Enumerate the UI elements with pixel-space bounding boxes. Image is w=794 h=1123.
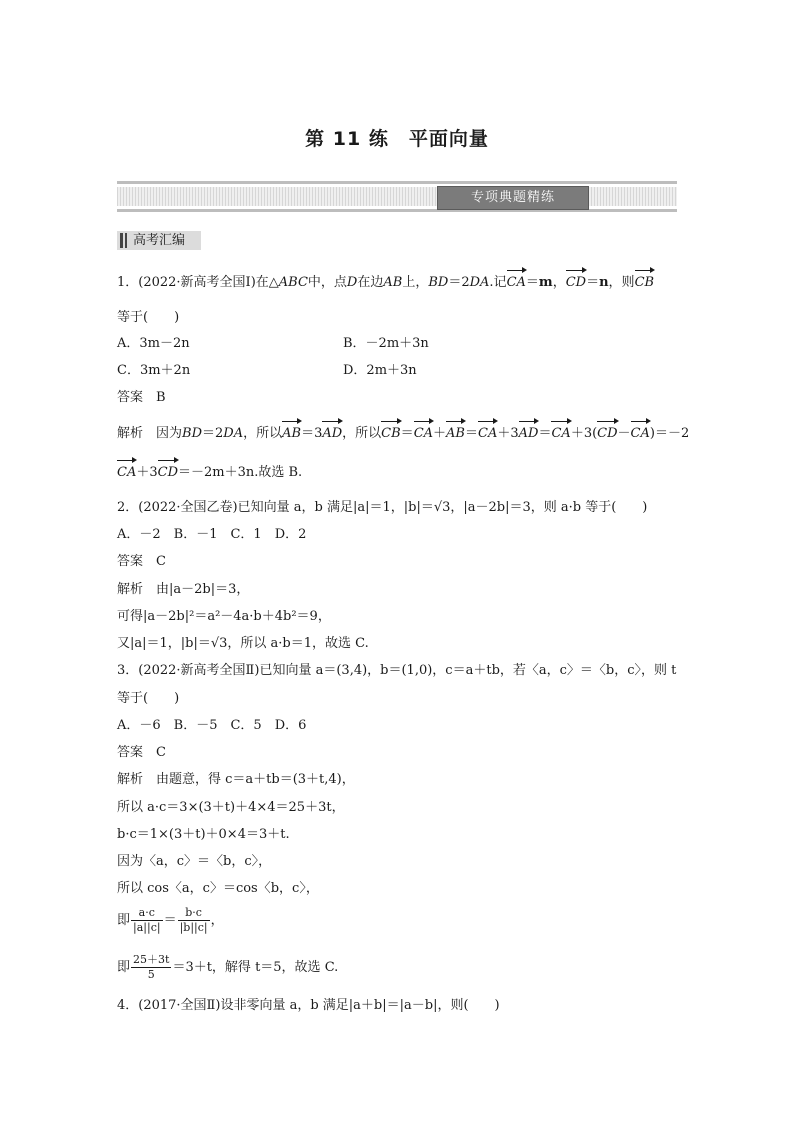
q3-explanation-4: 因为〈a，c〉＝〈b，c〉，	[117, 854, 272, 869]
q1-explanation-2: CA＋3CD＝－2m＋3n.故选 B.	[117, 463, 302, 483]
q3-options: A．－6 B．－5 C．5 D．6	[117, 718, 307, 733]
vector-cb: CB	[635, 273, 655, 293]
q3-answer: 答案 C	[117, 745, 166, 760]
q1-answer: 答案 B	[117, 390, 166, 405]
vector-cd: CD	[566, 273, 586, 293]
fraction: $\frac{b\cdot c}{|b||c|}$	[179, 906, 208, 934]
q1-explanation-1: 解析 因为BD＝2DA，所以AB＝3AD，所以CB＝CA＋AB＝CA＋3AD＝CA＋3(CD－CA)＝－2	[117, 424, 689, 444]
banner-label: 专项典题精练	[437, 186, 589, 210]
fraction: $\frac{a\cdot c}{|a||c|}$	[133, 906, 161, 934]
banner-hatch	[117, 187, 677, 206]
q3-explanation-5: 所以 cos〈a，c〉＝cos〈b，c〉，	[117, 881, 319, 896]
q2-stem: 2．(2022·全国乙卷)已知向量 a，b 满足|a|＝1，|b|＝√3，|a－2b|＝3，则 a·b 等于( )	[117, 500, 648, 515]
q1-option-b: B．－2m＋3n	[343, 336, 429, 351]
q2-answer: 答案 C	[117, 554, 166, 569]
q3-explanation-1: 解析 由题意，得 c＝a＋tb＝(3＋t,4)，	[117, 772, 355, 787]
q2-options: A．－2 B．－1 C．1 D．2	[117, 527, 307, 542]
q1-stem-tail: 等于( )	[117, 310, 180, 325]
q3-explanation-3: b·c＝1×(3＋t)＋0×4＝3＋t.	[117, 827, 290, 842]
q2-explanation-2: 可得|a－2b|²＝a²－4a·b＋4b²＝9，	[117, 609, 331, 624]
q3-explanation-2: 所以 a·c＝3×(3＋t)＋4×4＝25＋3t，	[117, 800, 345, 815]
q3-stem: 3．(2022·新高考全国Ⅱ)已知向量 a＝(3,4)，b＝(1,0)，c＝a＋tb，若〈a，c〉＝〈b，c〉，则 t	[117, 663, 677, 678]
tag-bar-icon	[120, 233, 123, 248]
fraction: $\frac{25+3t}{5}$	[133, 953, 170, 981]
q3-explanation-6: 即 $\frac{a\cdot c}{|a||c|}$ ＝ $\frac{b\cdot c}{|b||c|}$ ，	[117, 906, 224, 934]
section-tag-label: 高考汇编	[133, 233, 186, 248]
vector-ca: CA	[507, 273, 526, 293]
q1-option-d: D．2m＋3n	[343, 363, 417, 378]
q4-stem: 4．(2017·全国Ⅱ)设非零向量 a，b 满足|a＋b|＝|a－b|，则( )	[117, 998, 500, 1013]
page-title: 第 11 练 平面向量	[305, 128, 489, 150]
banner-bottom-rule	[117, 209, 677, 212]
tag-bar-icon	[125, 233, 127, 248]
q1-option-c: C．3m＋2n	[117, 363, 191, 378]
q2-explanation-3: 又|a|＝1，|b|＝√3，所以 a·b＝1，故选 C.	[117, 636, 369, 651]
section-tag	[117, 231, 201, 250]
section-banner	[117, 181, 677, 213]
q2-explanation-1: 解析 由|a－2b|＝3，	[117, 582, 250, 597]
banner-top-rule	[117, 181, 677, 184]
q3-stem-tail: 等于( )	[117, 691, 180, 706]
q3-explanation-7: 即 $\frac{25+3t}{5}$ ＝3＋t，解得 t＝5，故选 C.	[117, 953, 339, 981]
q1-stem: 1．(2022·新高考全国Ⅰ)在△ABC中，点D在边AB上，BD＝2DA.记CA＝m，CD＝n，则CB	[117, 273, 654, 293]
q1-option-a: A．3m－2n	[117, 336, 190, 351]
